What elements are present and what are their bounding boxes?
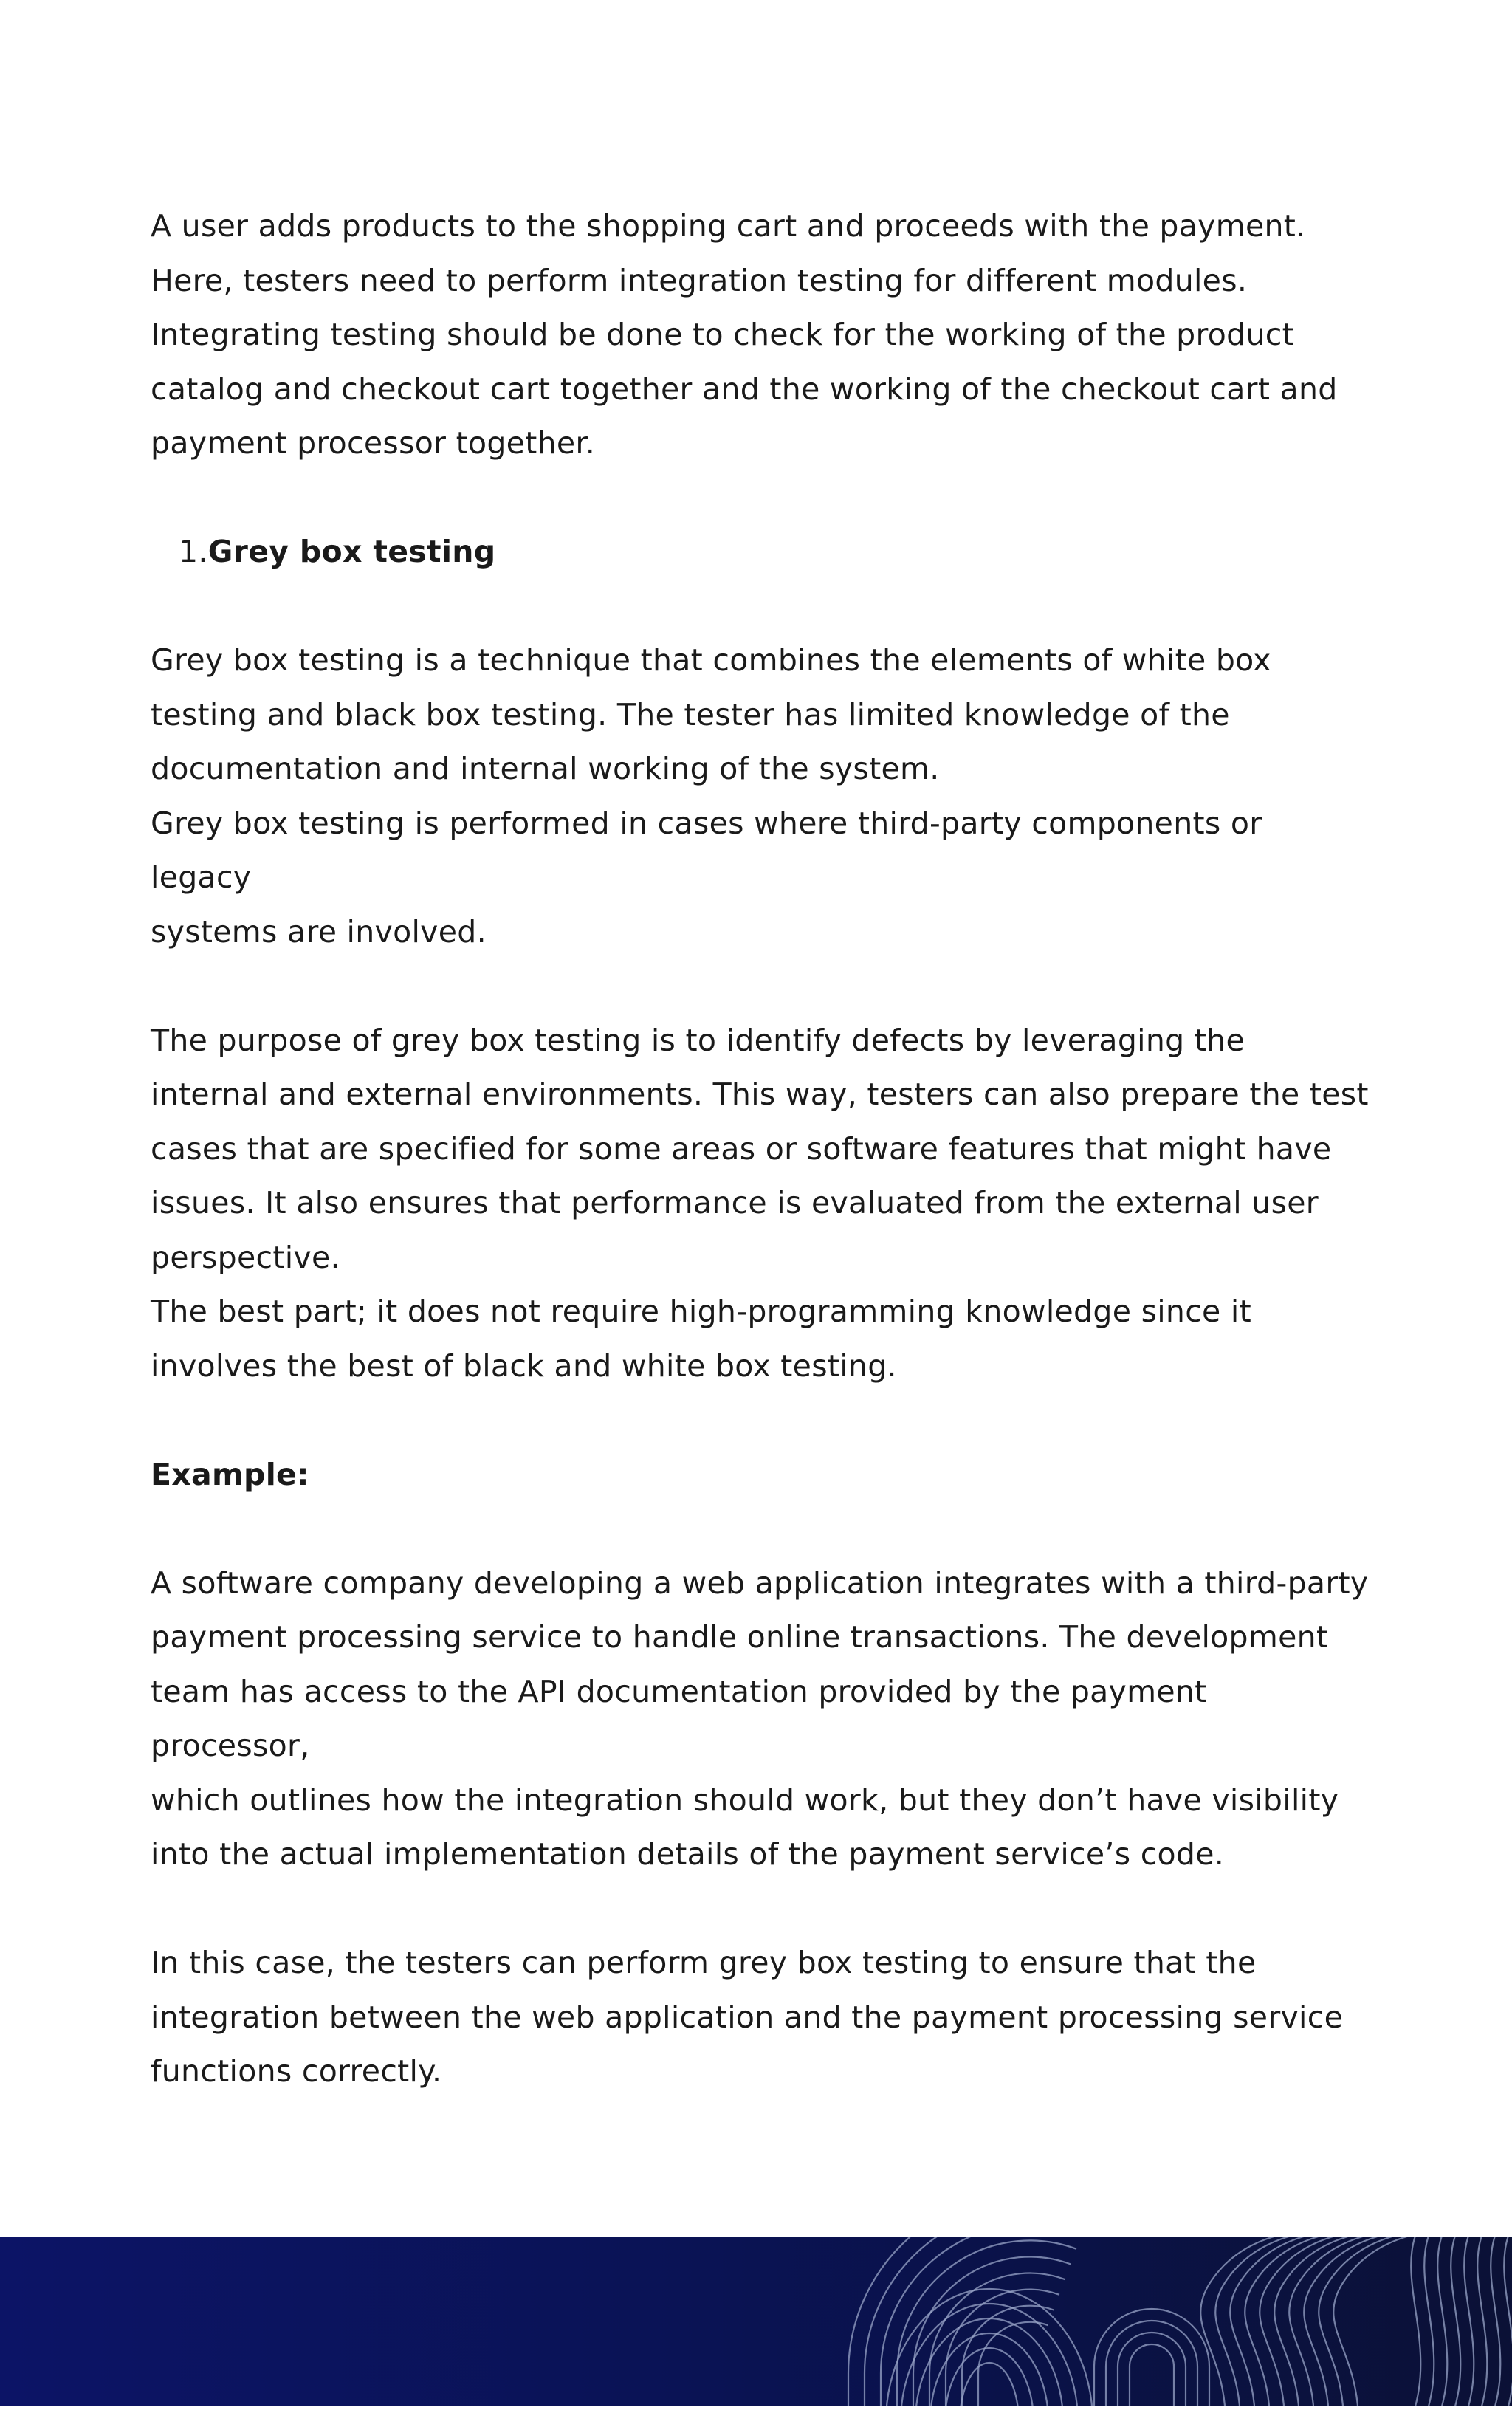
decorative-line bbox=[886, 2289, 1093, 2413]
spacer bbox=[151, 471, 1369, 526]
intro-paragraph bbox=[151, 199, 1369, 471]
text-line: functions correctly. bbox=[151, 2053, 442, 2089]
footer-banner bbox=[0, 2237, 1512, 2413]
decorative-line bbox=[1094, 2309, 1209, 2413]
section-number: 1. bbox=[179, 534, 208, 569]
text-line: perspective. bbox=[151, 1239, 340, 1275]
text-line: Integrating testing should be done to check for the working of the product bbox=[151, 317, 1294, 352]
text-line: cases that are specified for some areas or software features that might have bbox=[151, 1130, 1332, 1167]
text-line: payment processor together. bbox=[151, 425, 596, 461]
decorative-line bbox=[930, 2333, 1048, 2413]
decorative-line bbox=[1319, 2237, 1440, 2413]
decorative-line bbox=[1450, 2237, 1460, 2413]
decorative-line bbox=[1477, 2237, 1487, 2413]
text-line: internal and external environments. This way, testers can also prepare the test bbox=[151, 1077, 1369, 1112]
section-title: Grey box testing bbox=[207, 534, 496, 569]
text-line: which outlines how the integration should work, but they don’t have visibility bbox=[151, 1782, 1339, 1818]
text-line: The best part; it does not require high-programming knowledge since it bbox=[151, 1294, 1251, 1329]
paragraph-example bbox=[151, 1556, 1369, 1882]
text-line: into the actual implementation details of the payment service’s code. bbox=[151, 1836, 1225, 1872]
text-line: documentation and internal working of the system. bbox=[151, 751, 940, 786]
text-line: involves the best of black and white box testing. bbox=[151, 1348, 897, 1384]
decorative-line bbox=[1304, 2237, 1425, 2413]
decorative-line bbox=[978, 2322, 1048, 2413]
decorative-line bbox=[865, 2237, 1087, 2413]
decorative-line bbox=[897, 2240, 1076, 2413]
text-line: team has access to the API documentation provided by the payment processor, bbox=[151, 1673, 1207, 1763]
text-line: issues. It also ensures that performance is evaluated from the external user bbox=[151, 1185, 1319, 1221]
bottom-edge bbox=[0, 2406, 1512, 2413]
decorative-line bbox=[1130, 2344, 1174, 2413]
text-line: systems are involved. bbox=[151, 913, 487, 950]
decorative-line bbox=[1463, 2237, 1474, 2413]
paragraph-purpose bbox=[151, 1014, 1369, 1394]
text-line: Grey box testing is performed in cases where third-party components or legacy bbox=[151, 805, 1262, 895]
text-line: The purpose of grey box testing is to identify defects by leveraging the bbox=[151, 1022, 1245, 1058]
spacer bbox=[151, 1882, 1369, 1937]
text-line: Here, testers need to perform integration testing for different modules. bbox=[151, 262, 1248, 298]
text-line: A user adds products to the shopping cart and proceeds with the payment. bbox=[151, 208, 1306, 244]
text-line: In this case, the testers can perform grey box testing to ensure that the bbox=[151, 1945, 1257, 1980]
document-body bbox=[151, 199, 1369, 2099]
decorative-line bbox=[1423, 2237, 1434, 2413]
text-line: catalog and checkout cart together and the working of the checkout cart and bbox=[151, 371, 1338, 407]
paragraph-definition bbox=[151, 634, 1369, 959]
text-line: testing and black box testing. The tester has limited knowledge of the bbox=[151, 696, 1230, 732]
decorative-wave-pattern bbox=[0, 2237, 1512, 2413]
paragraph-conclusion bbox=[151, 1936, 1369, 2099]
decorative-line bbox=[1333, 2237, 1454, 2413]
spacer bbox=[151, 1393, 1369, 1448]
spacer bbox=[151, 580, 1369, 634]
decorative-line bbox=[1490, 2237, 1500, 2413]
text-line: payment processing service to handle online transactions. The development bbox=[151, 1619, 1329, 1655]
text-line: Grey box testing is a technique that combines the elements of white box bbox=[151, 642, 1271, 678]
decorative-line bbox=[1410, 2237, 1420, 2413]
decorative-line bbox=[1437, 2237, 1447, 2413]
text-line: integration between the web application and the payment processing service bbox=[151, 1999, 1344, 2035]
decorative-line bbox=[848, 2237, 1093, 2413]
decorative-line bbox=[945, 2348, 1034, 2413]
spacer bbox=[151, 959, 1369, 1014]
section-heading bbox=[151, 525, 1369, 580]
decorative-line bbox=[1289, 2237, 1410, 2413]
text-line: A software company developing a web application integrates with a third-party bbox=[151, 1565, 1369, 1601]
example-heading: Example: bbox=[151, 1456, 309, 1492]
decorative-line bbox=[1503, 2237, 1512, 2413]
decorative-line bbox=[1106, 2321, 1197, 2413]
spacer bbox=[151, 1502, 1369, 1556]
